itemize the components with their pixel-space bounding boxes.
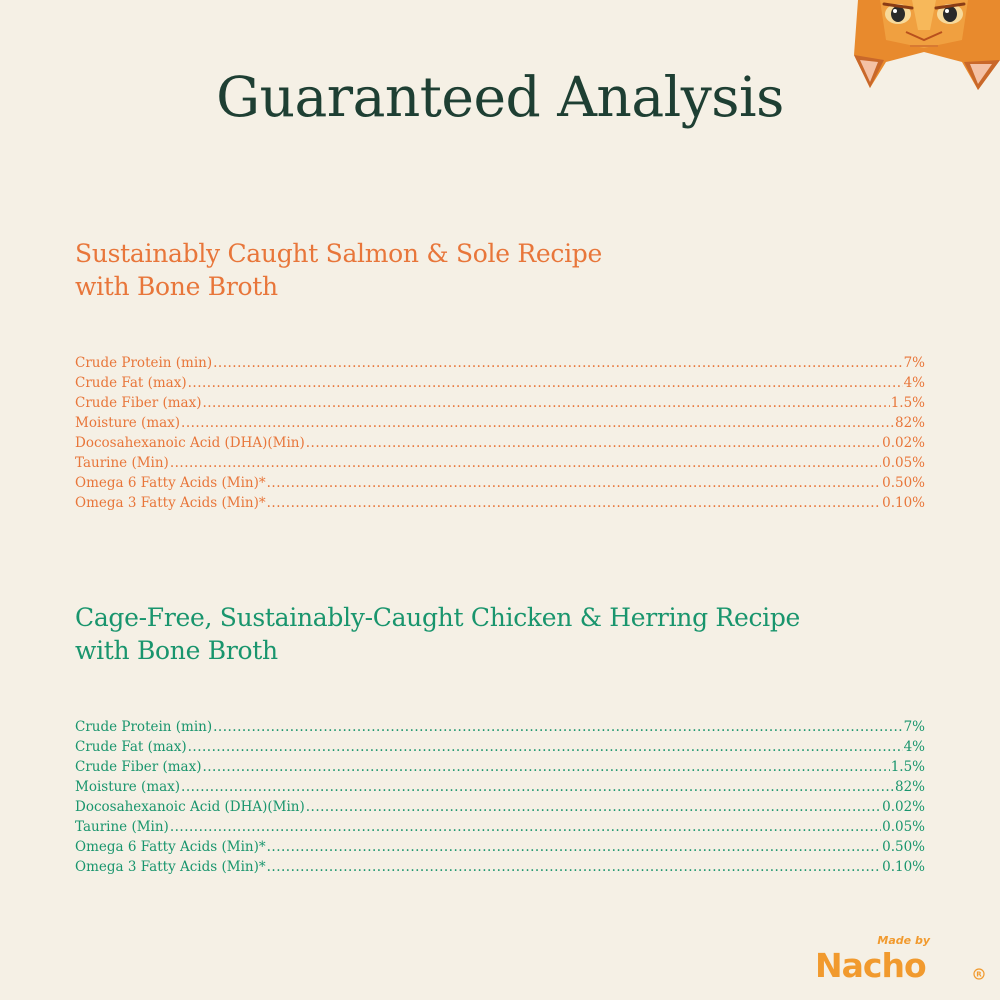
dot-leader — [202, 757, 889, 777]
nutrient-row — [75, 737, 925, 757]
dot-leader — [202, 393, 889, 413]
nutrient-value: 0.50% — [882, 839, 925, 855]
nutrient-value: 0.50% — [882, 475, 925, 491]
nutrient-row — [75, 473, 925, 493]
nutrient-row — [75, 717, 925, 737]
nutrient-value: 82% — [894, 779, 925, 795]
dot-leader — [306, 797, 881, 817]
nutrient-row — [75, 373, 925, 393]
dot-leader — [267, 493, 882, 513]
page-title: Guaranteed Analysis — [216, 65, 784, 129]
nutrient-name: Crude Fat (max) — [75, 739, 187, 755]
nutrient-value: 0.02% — [882, 435, 925, 451]
nutrient-row — [75, 413, 925, 433]
brand-tagline: Made by — [877, 934, 930, 947]
dot-leader — [267, 857, 882, 877]
nutrient-name: Crude Protein (min) — [75, 719, 213, 735]
nutrient-name: Crude Fat (max) — [75, 375, 187, 391]
dot-leader — [267, 837, 882, 857]
svg-text:R: R — [976, 970, 982, 979]
nutrient-name: Omega 3 Fatty Acids (Min)* — [75, 495, 266, 511]
dot-leader — [213, 717, 902, 737]
nutrient-row — [75, 797, 925, 817]
nutrient-row — [75, 393, 925, 413]
nutrient-name: Taurine (Min) — [75, 819, 169, 835]
nutrient-name: Omega 3 Fatty Acids (Min)* — [75, 859, 266, 875]
nutrient-list — [75, 717, 925, 877]
dot-leader — [267, 473, 882, 493]
section-title-line-1: Cage-Free, Sustainably-Caught Chicken & Herring Recipe — [75, 603, 801, 632]
nutrient-value: 7% — [903, 719, 925, 735]
salmon-sole-section — [75, 237, 925, 513]
nutrient-name: Crude Protein (min) — [75, 355, 213, 371]
nutrient-row — [75, 857, 925, 877]
dot-leader — [181, 413, 894, 433]
nutrient-value: 0.05% — [882, 455, 925, 471]
nutrient-row — [75, 433, 925, 453]
nutrient-name: Docosahexanoic Acid (DHA)(Min) — [75, 799, 305, 815]
nutrient-name: Taurine (Min) — [75, 455, 169, 471]
section-title-line-2: with Bone Broth — [75, 636, 278, 665]
chicken-herring-section — [75, 601, 925, 877]
nutrient-row — [75, 493, 925, 513]
dot-leader — [170, 453, 881, 473]
nutrient-row — [75, 757, 925, 777]
nutrient-row — [75, 817, 925, 837]
section-title — [75, 601, 925, 667]
nutrient-row — [75, 453, 925, 473]
nutrient-value: 1.5% — [890, 395, 925, 411]
section-title — [75, 237, 925, 303]
dot-leader — [181, 777, 894, 797]
nutrient-name: Omega 6 Fatty Acids (Min)* — [75, 839, 266, 855]
dot-leader — [213, 353, 902, 373]
registered-mark-icon — [973, 968, 985, 980]
nutrient-name: Moisture (max) — [75, 779, 181, 795]
nutrient-value: 0.10% — [882, 495, 925, 511]
brand-logo — [805, 930, 990, 990]
nutrient-name: Crude Fiber (max) — [75, 395, 202, 411]
dot-leader — [188, 373, 903, 393]
dot-leader — [306, 433, 881, 453]
section-title-line-1: Sustainably Caught Salmon & Sole Recipe — [75, 239, 602, 268]
brand-name: Nacho — [815, 946, 926, 985]
nutrient-name: Omega 6 Fatty Acids (Min)* — [75, 475, 266, 491]
nutrient-name: Moisture (max) — [75, 415, 181, 431]
nutrient-name: Docosahexanoic Acid (DHA)(Min) — [75, 435, 305, 451]
nutrient-list — [75, 353, 925, 513]
nutrient-name: Crude Fiber (max) — [75, 759, 202, 775]
nutrient-value: 0.10% — [882, 859, 925, 875]
nutrient-row — [75, 837, 925, 857]
nutrient-value: 4% — [903, 375, 925, 391]
nutrient-row — [75, 353, 925, 373]
nutrient-value: 0.02% — [882, 799, 925, 815]
dot-leader — [170, 817, 881, 837]
nutrient-value: 0.05% — [882, 819, 925, 835]
nutrient-value: 82% — [894, 415, 925, 431]
section-title-line-2: with Bone Broth — [75, 272, 278, 301]
nutrient-value: 1.5% — [890, 759, 925, 775]
nutrient-row — [75, 777, 925, 797]
dot-leader — [188, 737, 903, 757]
nutrient-value: 7% — [903, 355, 925, 371]
nutrient-value: 4% — [903, 739, 925, 755]
